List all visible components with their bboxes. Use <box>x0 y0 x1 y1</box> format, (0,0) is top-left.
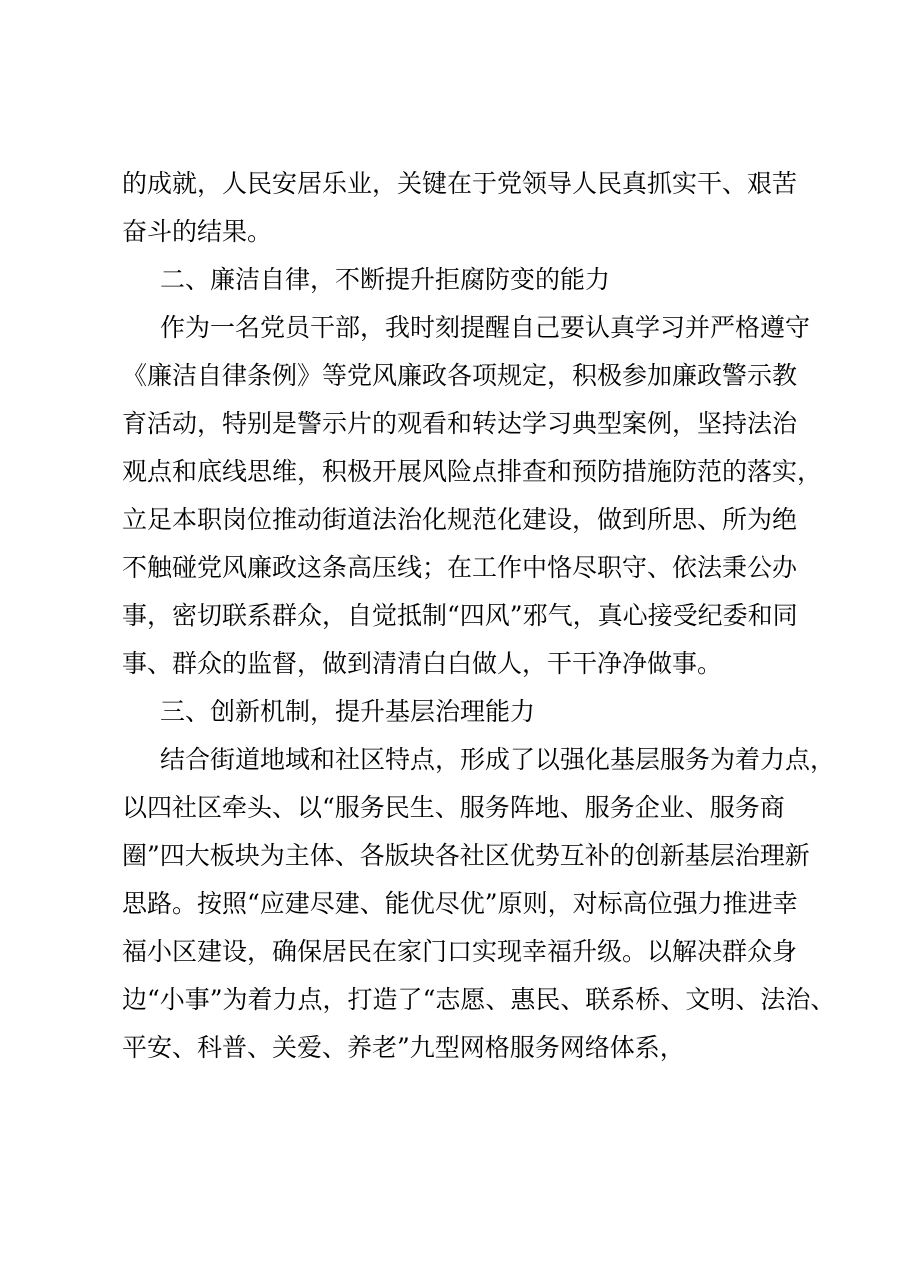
text-line: 立足本职岗位推动街道法治化规范化建设，做到所思、所为绝 <box>122 505 798 534</box>
text-line: 边“小事”为着力点，打造了“志愿、惠民、联系桥、文明、法治、 <box>122 985 836 1014</box>
text-line: 以四社区牵头、以“服务民生、服务阵地、服务企业、服务商 <box>122 793 785 822</box>
text-line: 思路。按照“应建尽建、能优尽优”原则，对标高位强力推进幸 <box>122 889 798 918</box>
text-line: 不触碰党风廉政这条高压线；在工作中恪尽职守、依法秉公办 <box>122 553 798 582</box>
text-line: 圈”四大板块为主体、各版块各社区优势互补的创新基层治理新 <box>122 841 810 870</box>
text-line: 的成就，人民安居乐业，关键在于党领导人民真抓实干、艰苦 <box>122 169 798 198</box>
text-line: 《廉洁自律条例》等党风廉政各项规定，积极参加廉政警示教 <box>122 361 798 390</box>
text-line: 平安、科普、关爱、养老”九型网格服务网络体系， <box>122 1033 685 1062</box>
text-line: 奋斗的结果。 <box>122 217 273 246</box>
body-text <box>122 160 836 1072</box>
text-line: 作为一名党员干部，我时刻提醒自己要认真学习并严格遵守 <box>160 313 811 342</box>
text-line: 结合街道地域和社区特点，形成了以强化基层服务为着力点， <box>160 745 836 774</box>
section-heading-2: 二、廉洁自律，不断提升拒腐防变的能力 <box>160 265 611 294</box>
text-line: 育活动，特别是警示片的观看和转达学习典型案例，坚持法治 <box>122 409 798 438</box>
text-line: 观点和底线思维，积极开展风险点排查和预防措施防范的落实， <box>122 457 823 486</box>
section-heading-3: 三、创新机制，提升基层治理能力 <box>160 697 536 726</box>
text-line: 事，密切联系群众，自觉抵制“四风”邪气，真心接受纪委和同 <box>122 601 798 630</box>
text-line: 福小区建设，确保居民在家门口实现幸福升级。以解决群众身 <box>122 937 798 966</box>
text-line: 事、群众的监督，做到清清白白做人，干干净净做事。 <box>122 649 723 678</box>
